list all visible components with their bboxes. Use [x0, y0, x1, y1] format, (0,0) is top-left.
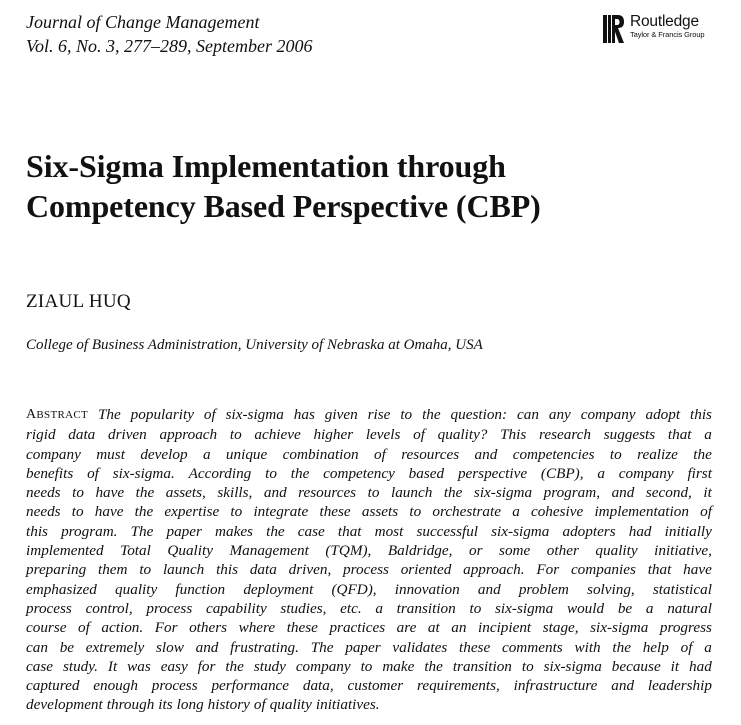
abstract-line: captured enough process performance data, customer requirements, infrastructure and leadership	[26, 677, 712, 695]
abstract-line: this program. The paper makes the case that most successful six-sigma adopters had initially	[26, 522, 712, 540]
title-line: Competency Based Perspective (CBP)	[26, 188, 541, 224]
abstract-line: implemented Total Quality Management (TQM), Baldridge, or some other quality initiative,	[26, 542, 712, 560]
article-title	[26, 146, 541, 226]
abstract-line: benefits of six-sigma. According to the competency based perspective (CBP), a company first	[26, 464, 712, 482]
journal-name: Journal of Change Management	[26, 12, 260, 32]
publisher-subtitle: Taylor & Francis Group	[630, 30, 705, 39]
publisher-logo	[602, 13, 705, 45]
author-name: ZIAUL HUQ	[26, 291, 131, 312]
author-affiliation: College of Business Administration, University of Nebraska at Omaha, USA	[26, 337, 483, 353]
abstract-line: company must develop a unique combination of resources and competencies to realize the	[26, 445, 712, 463]
abstract-line: can be extremely slow and frustrating. The paper validates these comments with the help of a	[26, 638, 712, 656]
journal-header	[26, 10, 312, 58]
abstract-line: needs to have the expertise to integrate these assets to orchestrate a cohesive implementation of	[26, 503, 712, 521]
abstract	[26, 405, 712, 715]
abstract-line: case study. It was easy for the study company to make the transition to six-sigma because it had	[26, 657, 712, 675]
abstract-line: course of action. For others where these practices are at an incipient stage, six-sigma progress	[26, 619, 712, 637]
abstract-line: rigid data driven approach to achieve higher levels of quality? This research suggests that a	[26, 426, 712, 444]
routledge-r-logo-icon	[602, 13, 626, 45]
title-line: Six-Sigma Implementation through	[26, 148, 506, 184]
publisher-text	[630, 13, 705, 39]
journal-citation: Vol. 6, No. 3, 277–289, September 2006	[26, 36, 313, 56]
abstract-line: needs to have the assets, skills, and resources to launch the six-sigma program, and second, it	[26, 484, 712, 502]
abstract-line: emphasized quality function deployment (QFD), innovation and problem solving, statistical	[26, 580, 712, 598]
abstract-line: development through its long history of quality initiatives.	[26, 696, 380, 714]
publisher-name: Routledge	[630, 13, 699, 30]
abstract-line: ABSTRACT The popularity of six-sigma has given rise to the question: can any company adopt this	[26, 405, 712, 425]
abstract-label: ABSTRACT	[26, 407, 89, 422]
abstract-line: process control, process capability studies, etc. a transition to six-sigma would be a natural	[26, 599, 712, 617]
abstract-line: preparing them to launch this data driven, process oriented approach. For companies that have	[26, 561, 712, 579]
